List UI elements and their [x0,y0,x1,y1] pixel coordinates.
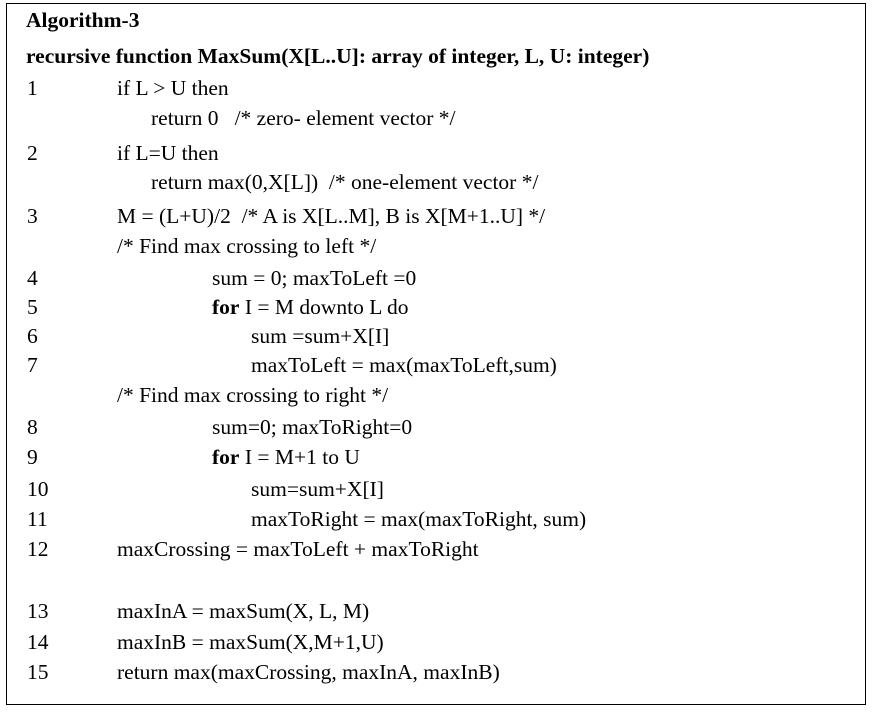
code-line-11 [0,509,880,534]
code-text: maxToLeft = max(maxToLeft,sum) [251,353,557,377]
code-text: /* Find max crossing to right */ [117,383,389,407]
code-text: maxToRight = max(maxToRight, sum) [251,507,587,531]
code-text: maxInB = maxSum(X,M+1,U) [117,630,384,654]
line-number: 12 [27,537,49,561]
code-line-15 [0,662,880,687]
line-number: 14 [27,630,49,654]
code-rest: I = M+1 to U [239,445,360,469]
line-number: 8 [27,415,38,439]
for-keyword: for [212,445,240,469]
code-text [212,297,408,319]
code-text: if L > U then [117,76,229,100]
code-text: M = (L+U)/2 /* A is X[L..M], B is X[M+1..U] */ [117,204,546,228]
line-number: 9 [27,445,38,469]
line-number: 15 [27,660,49,684]
code-line-6 [0,326,880,351]
code-line-7 [0,355,880,380]
code-text: /* Find max crossing to left */ [117,234,377,258]
code-text: sum=0; maxToRight=0 [212,415,413,439]
comment-left [0,236,880,261]
code-line-8 [0,417,880,442]
code-line-12 [0,539,880,564]
line-number: 7 [27,353,38,377]
code-text: sum=sum+X[I] [251,477,384,501]
line-number: 6 [27,324,38,348]
code-line-14 [0,632,880,657]
code-text: maxCrossing = maxToLeft + maxToRight [117,537,479,561]
code-text: sum =sum+X[I] [251,324,390,348]
line-number: 13 [27,599,49,623]
code-line-4 [0,268,880,293]
code-text [212,447,360,469]
algorithm-title: Algorithm-3 [26,8,140,32]
code-line-9 [0,447,880,472]
line-number: 2 [27,141,38,165]
code-line-13 [0,601,880,626]
line-number: 4 [27,266,38,290]
code-rest: I = M downto L do [239,295,409,319]
code-line-10 [0,479,880,504]
code-text: return max(0,X[L]) /* one-element vector */ [151,170,539,194]
code-text: return 0 /* zero- element vector */ [151,106,456,130]
code-line-3 [0,206,880,231]
code-line-2-cont [0,172,880,197]
line-number: 11 [27,507,48,531]
comment-right [0,385,880,410]
code-line-2 [0,143,880,168]
line-number: 3 [27,204,38,228]
code-text: maxInA = maxSum(X, L, M) [117,599,370,623]
code-text: if L=U then [117,141,219,165]
code-line-5 [0,297,880,322]
code-text: sum = 0; maxToLeft =0 [212,266,417,290]
code-text: return max(maxCrossing, maxInA, maxInB) [117,660,500,684]
code-line-1 [0,78,880,103]
line-number: 10 [27,477,49,501]
line-number: 5 [27,295,38,319]
function-signature: recursive function MaxSum(X[L..U]: array of integer, L, U: integer) [26,44,650,68]
for-keyword: for [212,295,240,319]
code-line-1-cont [0,108,880,133]
line-number: 1 [27,76,38,100]
